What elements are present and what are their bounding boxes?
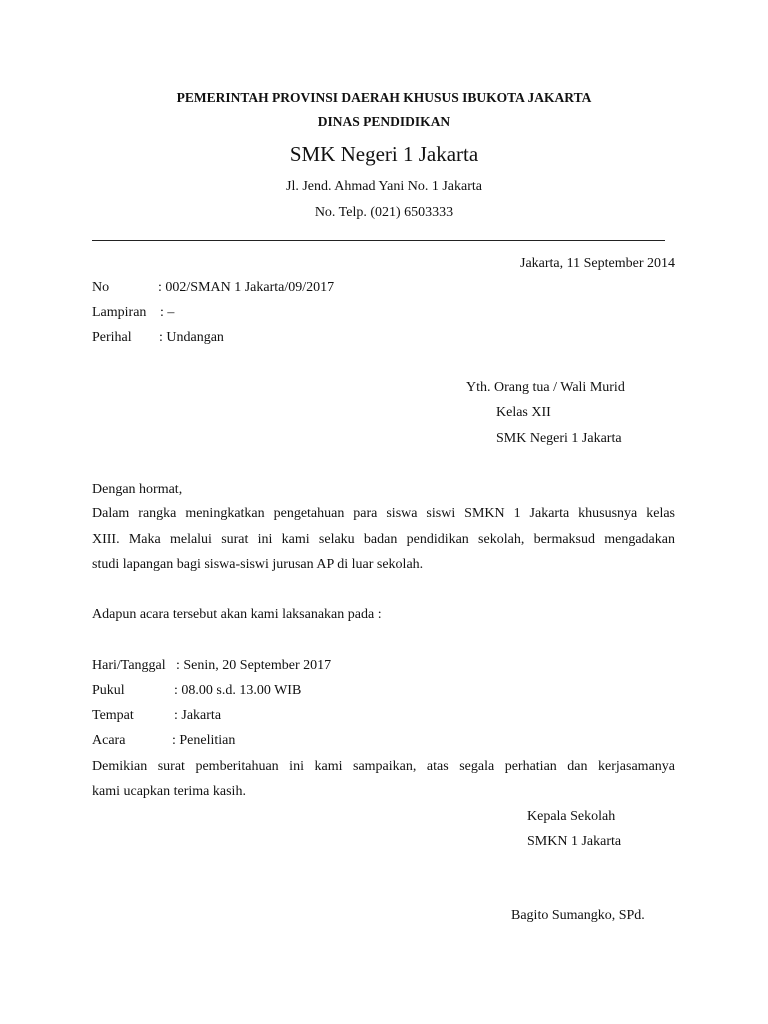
letterhead-divider	[92, 240, 665, 241]
pukul-label: Pukul	[92, 683, 125, 698]
paragraph1-line2: XIII. Maka melalui surat ini kami selaku badan pendidikan sekolah, bermaksud mengadakan	[92, 532, 675, 547]
tempat-value: : Jakarta	[174, 708, 222, 723]
perihal-value: : Undangan	[159, 330, 224, 345]
signature-title: Kepala Sekolah	[527, 809, 616, 824]
school-phone: No. Telp. (021) 6503333	[314, 205, 454, 220]
greeting: Dengan hormat,	[92, 482, 183, 497]
hari-label: Hari/Tanggal	[92, 658, 166, 673]
school-name: SMK Negeri 1 Jakarta	[289, 142, 479, 166]
recipient-line3: SMK Negeri 1 Jakarta	[496, 431, 622, 446]
lampiran-value: : –	[160, 305, 175, 320]
closing-line1: Demikian surat pemberitahuan ini kami sampaikan, atas segala perhatian dan kerjasamanya	[92, 759, 675, 774]
pukul-value: : 08.00 s.d. 13.00 WIB	[174, 683, 302, 698]
no-label: No	[92, 280, 110, 295]
school-address: Jl. Jend. Ahmad Yani No. 1 Jakarta	[286, 179, 482, 194]
letter-date: Jakarta, 11 September 2014	[520, 256, 675, 271]
government-heading: PEMERINTAH PROVINSI DAERAH KHUSUS IBUKOTA JAKARTA	[176, 90, 592, 105]
acara-label: Acara	[92, 733, 126, 748]
hari-value: : Senin, 20 September 2017	[176, 658, 332, 673]
signature-name: Bagito Sumangko, SPd.	[511, 908, 645, 923]
no-value: : 002/SMAN 1 Jakarta/09/2017	[158, 280, 335, 295]
lampiran-label: Lampiran	[92, 305, 147, 320]
acara-value: : Penelitian	[172, 733, 236, 748]
recipient-line1: Yth. Orang tua / Wali Murid	[466, 380, 625, 395]
paragraph2: Adapun acara tersebut akan kami laksanakan pada :	[92, 607, 382, 622]
paragraph1-line1: Dalam rangka meningkatkan pengetahuan para siswa siswi SMKN 1 Jakarta khususnya kelas	[92, 506, 675, 521]
signature-org: SMKN 1 Jakarta	[527, 834, 622, 849]
tempat-label: Tempat	[92, 708, 134, 723]
paragraph1-line3: studi lapangan bagi siswa-siswi jurusan AP di luar sekolah.	[92, 557, 424, 572]
perihal-label: Perihal	[92, 330, 132, 345]
recipient-line2: Kelas XII	[496, 405, 551, 420]
closing-line2: kami ucapkan terima kasih.	[92, 784, 246, 799]
department-heading: DINAS PENDIDIKAN	[317, 114, 451, 129]
